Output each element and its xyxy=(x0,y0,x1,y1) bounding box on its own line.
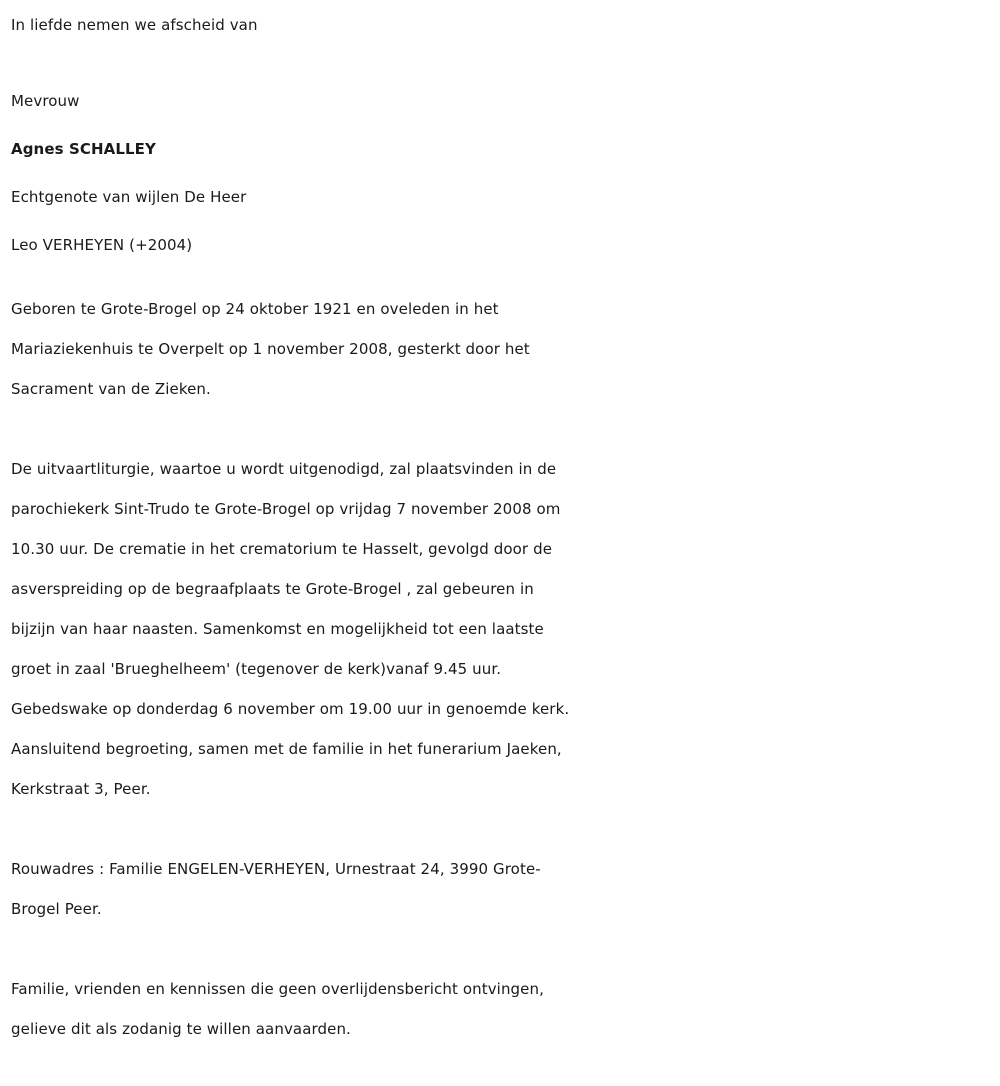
birth-death-paragraph xyxy=(11,289,996,409)
intro-text: In liefde nemen we afscheid van xyxy=(11,16,258,34)
deceased-name: Agnes SCHALLEY xyxy=(11,140,156,158)
paragraph-line: Gebedswake op donderdag 6 november om 19.00 uur in genoemde kerk. xyxy=(11,700,570,718)
paragraph-line: Rouwadres : Familie ENGELEN-VERHEYEN, Urnestraat 24, 3990 Grote- xyxy=(11,860,541,878)
paragraph-line: Aansluitend begroeting, samen met de familie in het funerarium Jaeken, xyxy=(11,740,562,758)
paragraph-line: Geboren te Grote-Brogel op 24 oktober 1921 en oveleden in het xyxy=(11,300,499,318)
paragraph-line: Sacrament van de Zieken. xyxy=(11,380,211,398)
paragraph-line: 10.30 uur. De crematie in het crematorium te Hasselt, gevolgd door de xyxy=(11,540,553,558)
paragraph-line: bijzijn van haar naasten. Samenkomst en mogelijkheid tot een laatste xyxy=(11,620,544,638)
paragraph-line: Familie, vrienden en kennissen die geen overlijdensbericht ontvingen, xyxy=(11,980,544,998)
death-notice xyxy=(11,5,996,1049)
paragraph-line: De uitvaartliturgie, waartoe u wordt uitgenodigd, zal plaatsvinden in de xyxy=(11,460,557,478)
closing-paragraph xyxy=(11,969,996,1049)
paragraph-line: gelieve dit als zodanig te willen aanvaarden. xyxy=(11,1020,351,1038)
relation-text: Echtgenote van wijlen De Heer xyxy=(11,188,247,206)
paragraph-line: asverspreiding op de begraafplaats te Grote-Brogel , zal gebeuren in xyxy=(11,580,534,598)
paragraph-line: parochiekerk Sint-Trudo te Grote-Brogel op vrijdag 7 november 2008 om xyxy=(11,500,561,518)
funeral-paragraph xyxy=(11,449,996,809)
address-paragraph xyxy=(11,849,996,929)
name-block xyxy=(11,77,996,269)
salutation: Mevrouw xyxy=(11,92,80,110)
paragraph-line: Mariaziekenhuis te Overpelt op 1 november 2008, gesterkt door het xyxy=(11,340,530,358)
paragraph-line: groet in zaal 'Brueghelheem' (tegenover de kerk)vanaf 9.45 uur. xyxy=(11,660,502,678)
spouse-name: Leo VERHEYEN (+2004) xyxy=(11,236,193,254)
paragraph-line: Kerkstraat 3, Peer. xyxy=(11,780,151,798)
paragraph-line: Brogel Peer. xyxy=(11,900,102,918)
